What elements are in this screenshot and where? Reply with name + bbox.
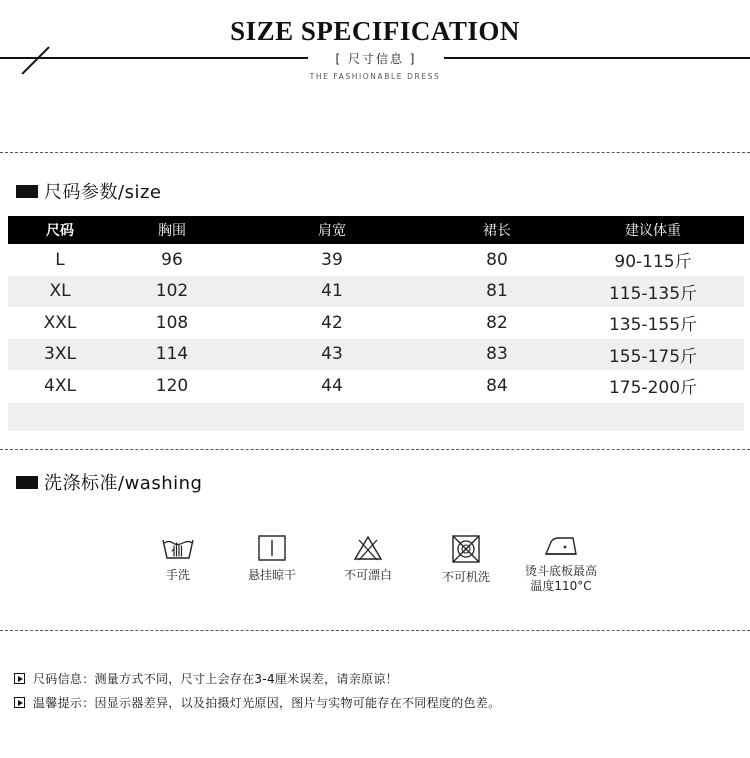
hang-dry-icon bbox=[257, 534, 287, 562]
table-cell: 83 bbox=[486, 344, 508, 365]
wash-item-iron bbox=[511, 534, 611, 594]
table-cell: 120 bbox=[155, 375, 189, 396]
table-cell: 43 bbox=[321, 344, 343, 365]
wash-label: 手洗 bbox=[165, 568, 190, 582]
table-cell: 39 bbox=[321, 249, 343, 270]
washing-heading-text: 洗涤标准/washing bbox=[44, 473, 203, 494]
table-cell: 80 bbox=[486, 249, 508, 270]
table-cell: 4XL bbox=[44, 375, 76, 396]
col-header-bust: 胸围 bbox=[158, 223, 186, 239]
wash-item-no-machine-wash bbox=[416, 534, 516, 585]
hand-wash-icon bbox=[161, 534, 195, 562]
dashed-divider bbox=[0, 152, 750, 153]
dashed-divider bbox=[0, 449, 750, 450]
table-cell: 41 bbox=[321, 281, 343, 302]
no-machine-wash-icon bbox=[451, 534, 481, 564]
table-header bbox=[8, 216, 744, 244]
wash-label: 不可漂白 bbox=[343, 568, 392, 582]
col-header-size: 尺码 bbox=[46, 223, 74, 239]
size-section-heading bbox=[16, 178, 161, 204]
table-cell: 102 bbox=[155, 281, 189, 302]
heading-marker bbox=[16, 185, 38, 198]
wash-label: 不可机洗 bbox=[441, 570, 490, 584]
table-cell: 44 bbox=[321, 375, 343, 396]
table-cell: 82 bbox=[486, 312, 508, 333]
wash-label bbox=[511, 564, 611, 594]
heading-marker bbox=[16, 476, 38, 489]
table-cell: 155-175斤 bbox=[608, 346, 698, 367]
play-icon bbox=[14, 697, 25, 708]
table-row bbox=[8, 244, 744, 276]
note-size-info bbox=[14, 670, 398, 687]
col-header-weight: 建议体重 bbox=[625, 223, 681, 239]
page-subtitle: [ 尺寸信息 ] bbox=[308, 49, 444, 69]
table-cell: 115-135斤 bbox=[608, 283, 698, 304]
table-cell: 108 bbox=[155, 312, 189, 333]
page-tagline: THE FASHIONABLE DRESS bbox=[309, 72, 441, 81]
table-cell: XL bbox=[49, 281, 71, 302]
iron-label-line2: 温度110°C bbox=[530, 579, 592, 593]
wash-label: 悬挂晾干 bbox=[247, 568, 296, 582]
play-icon bbox=[14, 673, 25, 684]
note-color-tip bbox=[14, 694, 500, 711]
col-header-shoulder: 肩宽 bbox=[318, 223, 346, 239]
wash-item-hand-wash bbox=[128, 534, 228, 583]
no-bleach-icon bbox=[353, 534, 383, 562]
table-row bbox=[8, 339, 744, 371]
col-header-length: 裙长 bbox=[483, 223, 511, 239]
table-cell: 3XL bbox=[44, 344, 76, 365]
table-row bbox=[8, 307, 744, 339]
page-title: SIZE SPECIFICATION bbox=[230, 16, 520, 46]
table-cell: 84 bbox=[486, 375, 508, 396]
table-cell: 114 bbox=[155, 344, 189, 365]
table-row bbox=[8, 370, 744, 402]
iron-icon bbox=[543, 534, 579, 558]
table-cell: 81 bbox=[486, 281, 508, 302]
note-text: 尺码信息：测量方式不同，尺寸上会存在3-4厘米误差，请亲原谅！ bbox=[33, 672, 398, 686]
table-cell: 135-155斤 bbox=[608, 315, 698, 336]
note-text: 温馨提示：因显示器差异，以及拍摄灯光原因，图片与实物可能存在不同程度的色差。 bbox=[33, 696, 501, 710]
dashed-divider bbox=[0, 630, 750, 631]
table-cell: 96 bbox=[161, 249, 183, 270]
table-cell: L bbox=[55, 249, 65, 270]
table-cell: 175-200斤 bbox=[608, 378, 698, 399]
wash-item-no-bleach bbox=[318, 534, 418, 583]
size-heading-text: 尺码参数/size bbox=[44, 182, 162, 203]
washing-section-heading bbox=[16, 469, 202, 495]
iron-label-line1: 烫斗底板最高 bbox=[524, 564, 597, 578]
decorative-slash bbox=[21, 46, 49, 74]
size-table bbox=[8, 216, 744, 431]
wash-item-hang-dry bbox=[222, 534, 322, 583]
table-empty-row bbox=[8, 403, 744, 431]
table-cell: XXL bbox=[43, 312, 77, 333]
table-cell: 90-115斤 bbox=[614, 252, 692, 273]
table-row bbox=[8, 276, 744, 308]
table-cell: 42 bbox=[321, 312, 343, 333]
